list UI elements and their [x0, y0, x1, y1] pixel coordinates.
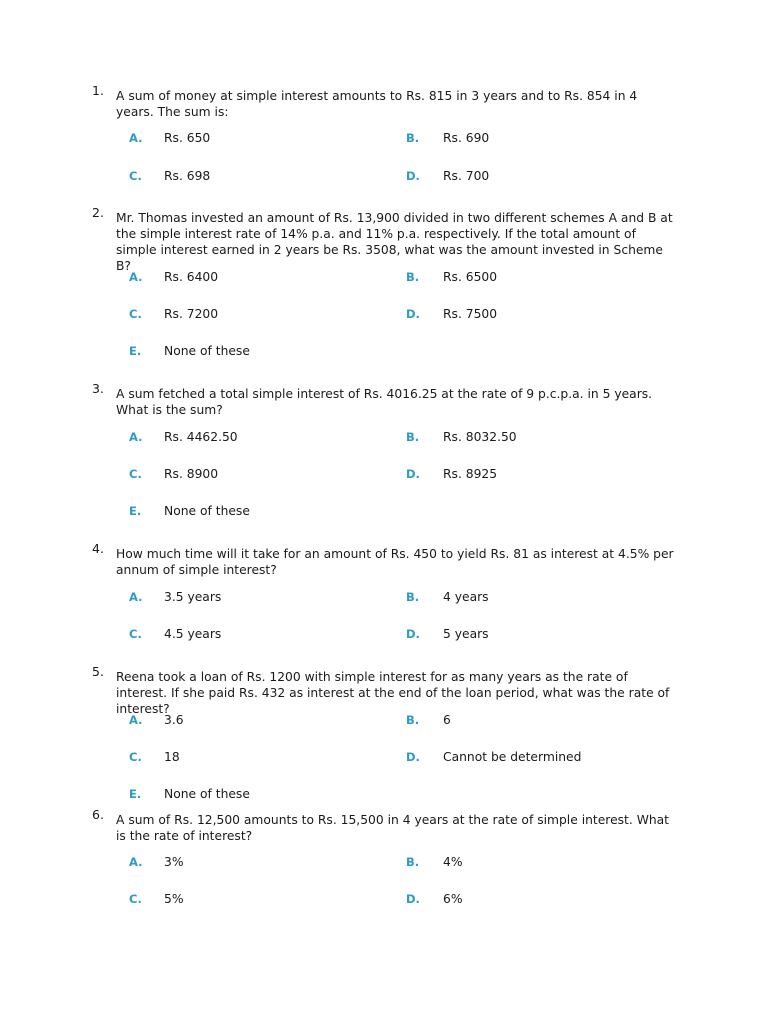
option-letter: D. — [406, 892, 420, 906]
option-letter: E. — [129, 344, 142, 358]
option-text: 6 — [443, 713, 451, 727]
option-d[interactable] — [92, 749, 692, 765]
question-number: 5. — [92, 664, 104, 679]
option-text: None of these — [164, 787, 250, 801]
option-b[interactable] — [92, 269, 692, 285]
option-letter: D. — [406, 467, 420, 481]
option-letter: A. — [129, 430, 143, 444]
option-letter: A. — [129, 131, 143, 145]
option-d[interactable] — [92, 466, 692, 482]
option-text: 5 years — [443, 627, 489, 641]
option-letter: C. — [129, 307, 142, 321]
option-letter: C. — [129, 169, 142, 183]
option-letter: C. — [129, 627, 142, 641]
option-letter: A. — [129, 855, 143, 869]
option-text: 6% — [443, 892, 463, 906]
question-number: 4. — [92, 541, 104, 556]
option-text: Rs. 7200 — [164, 307, 219, 321]
option-b[interactable] — [92, 712, 692, 728]
option-text: Rs. 6400 — [164, 270, 219, 284]
option-text: 4.5 years — [164, 627, 222, 641]
question-number: 2. — [92, 205, 104, 220]
option-text: Rs. 698 — [164, 169, 211, 183]
option-letter: C. — [129, 892, 142, 906]
option-letter: B. — [406, 131, 420, 145]
option-d[interactable] — [92, 626, 692, 642]
option-b[interactable] — [92, 854, 692, 870]
option-letter: A. — [129, 590, 143, 604]
option-text: Rs. 8900 — [164, 467, 219, 481]
option-d[interactable] — [92, 891, 692, 907]
option-text: 5% — [164, 892, 184, 906]
option-letter: B. — [406, 713, 420, 727]
question-number: 1. — [92, 83, 104, 98]
question-text: Mr. Thomas invested an amount of Rs. 13,900 divided in two different schemes A and B at the simple interest rate of 14% p.a. and 11% p.a. respectively. If the total amount of simple interest earned in 2 years be Rs. 3508, what was the amount invested in Scheme B? — [116, 211, 673, 273]
question-number: 6. — [92, 807, 104, 822]
option-letter: D. — [406, 169, 420, 183]
option-e[interactable] — [92, 503, 692, 519]
option-text: Rs. 700 — [443, 169, 490, 183]
question-text: Reena took a loan of Rs. 1200 with simple interest for as many years as the rate of interest. If she paid Rs. 432 as interest at the end of the loan period, what was the rate of interest? — [116, 670, 670, 716]
option-letter: C. — [129, 750, 142, 764]
option-letter: C. — [129, 467, 142, 481]
option-letter: B. — [406, 590, 420, 604]
question-text: A sum of Rs. 12,500 amounts to Rs. 15,500 in 4 years at the rate of simple interest. What is the rate of interest? — [116, 813, 669, 843]
option-d[interactable] — [92, 168, 692, 184]
option-text: 4 years — [443, 590, 489, 604]
option-letter: B. — [406, 430, 420, 444]
option-e[interactable] — [92, 786, 692, 802]
question-text: A sum fetched a total simple interest of Rs. 4016.25 at the rate of 9 p.c.p.a. in 5 years. What is the sum? — [116, 387, 653, 417]
option-b[interactable] — [92, 429, 692, 445]
option-letter: B. — [406, 855, 420, 869]
option-text: 4% — [443, 855, 463, 869]
option-letter: D. — [406, 750, 420, 764]
option-text: Rs. 4462.50 — [164, 430, 238, 444]
question-number: 3. — [92, 381, 104, 396]
option-letter: E. — [129, 504, 142, 518]
question-text: How much time will it take for an amount of Rs. 450 to yield Rs. 81 as interest at 4.5% per annum of simple interest? — [116, 547, 674, 577]
option-text: Cannot be determined — [443, 750, 582, 764]
option-letter: D. — [406, 307, 420, 321]
option-text: Rs. 8925 — [443, 467, 498, 481]
option-text: Rs. 650 — [164, 131, 211, 145]
option-e[interactable] — [92, 343, 692, 359]
option-letter: A. — [129, 270, 143, 284]
option-text: Rs. 690 — [443, 131, 490, 145]
option-b[interactable] — [92, 130, 692, 146]
option-text: 3.5 years — [164, 590, 222, 604]
option-b[interactable] — [92, 589, 692, 605]
option-text: 3.6 — [164, 713, 184, 727]
option-text: Rs. 8032.50 — [443, 430, 517, 444]
option-text: 18 — [164, 750, 180, 764]
option-text: None of these — [164, 504, 250, 518]
option-text: None of these — [164, 344, 250, 358]
option-text: Rs. 6500 — [443, 270, 498, 284]
option-letter: E. — [129, 787, 142, 801]
option-letter: D. — [406, 627, 420, 641]
option-text: Rs. 7500 — [443, 307, 498, 321]
option-d[interactable] — [92, 306, 692, 322]
option-text: 3% — [164, 855, 184, 869]
option-letter: A. — [129, 713, 143, 727]
option-letter: B. — [406, 270, 420, 284]
question-text: A sum of money at simple interest amounts to Rs. 815 in 3 years and to Rs. 854 in 4 years. The sum is: — [116, 89, 638, 119]
